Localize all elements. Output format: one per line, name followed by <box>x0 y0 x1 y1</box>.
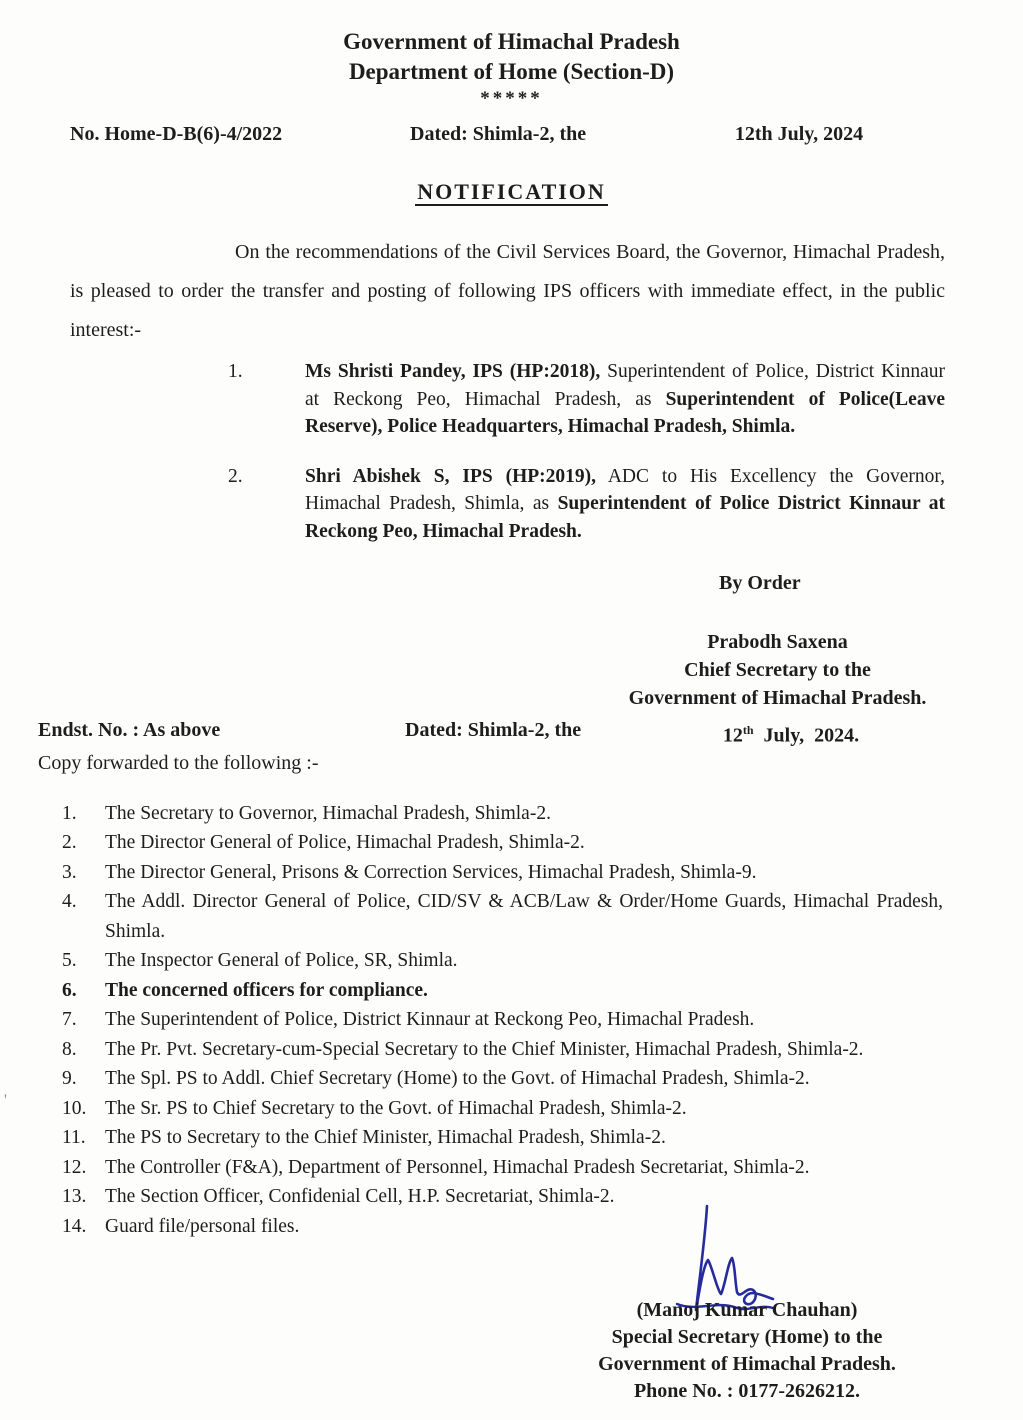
list-item <box>0 976 1023 1006</box>
signature-stroke-main <box>696 1206 773 1310</box>
list-item-number: 13. <box>62 1186 87 1208</box>
signatory-phone: Phone No. : 0177-2626212. <box>633 1380 861 1402</box>
list-item-text: The Pr. Pvt. Secretary-cum-Special Secretary to the Chief Minister, Himachal Pradesh, Shimla-2. <box>105 1038 864 1060</box>
list-item <box>0 1212 1023 1242</box>
list-item <box>0 1153 1023 1183</box>
order-number: 1. <box>228 361 243 382</box>
list-item <box>0 1005 1023 1035</box>
list-item-text: The Spl. PS to Addl. Chief Secretary (Home) to the Govt. of Himachal Pradesh, Shimla-2. <box>105 1068 810 1090</box>
order-current-posting: ADC to His Excellency the Governor, Himachal Pradesh, Shimla, as <box>305 465 945 514</box>
order-number: 2. <box>228 465 243 487</box>
list-item <box>0 1094 1023 1124</box>
endorsement-dated-label: Dated: Shimla-2, the <box>405 719 582 741</box>
list-item-number: 2. <box>62 832 77 854</box>
endorsement-number: Endst. No. : As above <box>38 719 221 741</box>
list-item-number: 12. <box>62 1156 87 1178</box>
notification-heading-text: NOTIFICATION <box>417 179 606 204</box>
list-item-text: The Addl. Director General of Police, CID/SV & ACB/Law & Order/Home Guards, Himachal Pradesh, Shimla. <box>105 891 943 942</box>
list-item-number: 7. <box>62 1009 77 1031</box>
order-current-posting: Superintendent of Police, District Kinnaur at Reckong Peo, Himachal Pradesh, as <box>305 361 946 410</box>
list-item-number: 5. <box>62 950 77 972</box>
list-item <box>0 887 1023 946</box>
list-item-number: 1. <box>62 802 77 824</box>
order-text <box>305 463 945 546</box>
dated-label: Dated: Shimla-2, the <box>410 123 587 145</box>
list-item-number: 11. <box>62 1127 86 1149</box>
list-item <box>0 1182 1023 1212</box>
list-item-text: The Superintendent of Police, District Kinnaur at Reckong Peo, Himachal Pradesh. <box>105 1009 755 1031</box>
separator-stars: ***** <box>480 88 543 109</box>
order-item-1 <box>228 358 945 441</box>
signatory-name: (Manoj Kumar Chauhan) <box>636 1299 858 1321</box>
list-item-number: 9. <box>62 1068 77 1090</box>
endorsement-date-day: 12 <box>722 724 743 747</box>
signatory-block-special-secretary <box>582 1297 912 1405</box>
list-item <box>0 1123 1023 1153</box>
date-value: 12th July, 2024 <box>734 123 864 145</box>
officer-name: Shri Abishek S, IPS (HP:2019), <box>305 465 597 487</box>
signatory-organization: Government of Himachal Pradesh. <box>598 1353 896 1375</box>
order-new-posting: Superintendent of Police District Kinnaur at Reckong Peo, Himachal Pradesh. <box>305 493 945 542</box>
reference-row <box>0 121 1023 148</box>
notification-heading <box>0 177 1023 206</box>
list-item-number: 8. <box>62 1038 77 1060</box>
intro-paragraph: On the recommendations of the Civil Services Board, the Governor, Himachal Pradesh, is pleased to order the transfer and posting of following IPS officers with immediate effect, in the public interest:- <box>70 241 945 341</box>
list-item-text: The Director General of Police, Himachal Pradesh, Shimla-2. <box>105 832 585 854</box>
list-item-text: The Sr. PS to Chief Secretary to the Govt. of Himachal Pradesh, Shimla-2. <box>105 1097 687 1119</box>
signatory-designation: Chief Secretary to the <box>684 659 871 681</box>
document-title: Government of Himachal Pradesh <box>343 29 680 54</box>
list-item <box>0 828 1023 858</box>
copy-forwarded-line: Copy forwarded to the following :- <box>38 751 319 774</box>
list-item-text: The concerned officers for compliance. <box>105 979 428 1001</box>
list-item-number: 4. <box>62 891 77 913</box>
scan-artifact-mark: ' <box>4 1092 7 1109</box>
list-item-number: 6. <box>62 979 77 1001</box>
signatory-name: Prabodh Saxena <box>707 631 848 653</box>
list-item-number: 3. <box>62 861 77 883</box>
list-item <box>0 1035 1023 1065</box>
order-text <box>305 358 945 441</box>
list-item-number: 14. <box>62 1215 87 1237</box>
list-item-text: Guard file/personal files. <box>105 1215 300 1237</box>
list-item <box>0 946 1023 976</box>
signatory-designation: Special Secretary (Home) to the <box>611 1326 883 1348</box>
list-item-text: The PS to Secretary to the Chief Minister, Himachal Pradesh, Shimla-2. <box>105 1127 666 1149</box>
order-new-posting: Superintendent of Police(Leave Reserve), Police Headquarters, Himachal Pradesh, Shimla. <box>305 388 945 437</box>
endorsement-date <box>637 717 945 750</box>
list-item <box>0 1064 1023 1094</box>
endorsement-date-ordinal: th <box>742 723 754 737</box>
list-item <box>0 799 1023 829</box>
endorsement-row <box>0 717 1023 750</box>
signatory-organization: Government of Himachal Pradesh. <box>628 687 927 709</box>
by-order-text: By Order <box>719 572 801 594</box>
list-item-text: The Director General, Prisons & Correction Services, Himachal Pradesh, Shimla-9. <box>105 861 757 883</box>
recipients-list <box>0 799 1023 1242</box>
list-item-text: The Controller (F&A), Department of Personnel, Himachal Pradesh Secretariat, Shimla-2. <box>105 1156 810 1178</box>
order-item-2 <box>228 463 945 546</box>
list-item-text: The Secretary to Governor, Himachal Pradesh, Shimla-2. <box>105 802 551 824</box>
document-subtitle: Department of Home (Section-D) <box>348 59 675 84</box>
signatory-block-chief-secretary <box>605 628 950 712</box>
endorsement-date-rest: July, 2024. <box>753 724 860 747</box>
reference-number: No. Home-D-B(6)-4/2022 <box>70 123 283 145</box>
officer-name: Ms Shristi Pandey, IPS (HP:2018), <box>305 361 601 382</box>
list-item-text: The Section Officer, Confidenial Cell, H.P. Secretariat, Shimla-2. <box>105 1186 615 1208</box>
list-item-text: The Inspector General of Police, SR, Shimla. <box>105 950 458 972</box>
list-item-number: 10. <box>62 1097 87 1119</box>
list-item <box>0 858 1023 888</box>
